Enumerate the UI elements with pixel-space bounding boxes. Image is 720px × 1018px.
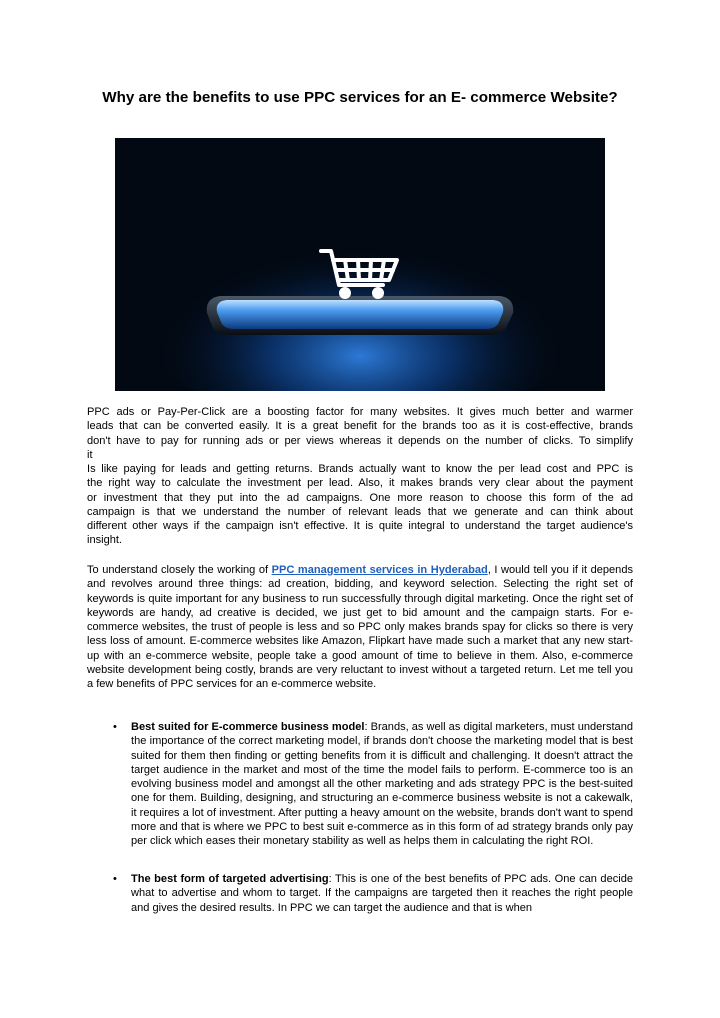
explanation-text-rest: , I would tell you if it depends and revolves around three things: ad creation, bidding, and keyword selection. Selecting the right set of keywords is quite important for any business to run successfully through digital marketing. Once the right set of keywords are handy, ad creative is decided, we just get to bid amount and the campaign starts. For e-commerce websites, the trust of people is less and so PPC only makes brands spay for clicks so there is very less loss of amount. E-commerce websites like Amazon, Flipkart have made such a market that any new start-up with an e-commerce website, people take a good amount of time to believe in them. Also, e-commerce website development being costly, brands are very reluctant to invest without a targeted return. Let me tell you a few benefits of PPC services for an e-commerce website. bbox=[87, 564, 633, 690]
benefit-heading: The best form of targeted advertising bbox=[131, 873, 329, 885]
intro-line: the right way to calculate the investment per lead. Also, it makes brands very clear about the payment bbox=[87, 477, 633, 490]
benefit-heading: Best suited for E-commerce business model bbox=[131, 721, 365, 733]
benefit-body: : This is one of the best benefits of PPC ads. One can decide what to advertise and whom to target. If the campaigns are targeted then it reaches the right people and gives the desired results. In PPC we can target the audience and that is when bbox=[131, 873, 633, 914]
benefit-text bbox=[131, 720, 633, 848]
ppc-services-link[interactable]: PPC management services in Hyderabad bbox=[271, 564, 488, 576]
intro-line: or investment that they put into the ad campaigns. One more reason to choose this form of the ad bbox=[87, 491, 633, 504]
intro-line: it bbox=[87, 448, 93, 461]
intro-paragraph bbox=[87, 405, 633, 548]
explanation-text-start: To understand closely the working of bbox=[87, 564, 272, 576]
benefit-text bbox=[131, 872, 633, 915]
bullet-icon: • bbox=[113, 873, 117, 885]
intro-line: insight. bbox=[87, 534, 123, 547]
bullet-icon: • bbox=[113, 721, 117, 733]
hero-image bbox=[115, 138, 605, 391]
page-title: Why are the benefits to use PPC services for an E- commerce Website? bbox=[102, 89, 618, 106]
intro-line: Is like paying for leads and getting returns. Brands actually want to know the per lead cost and PPC is bbox=[87, 463, 633, 475]
intro-line: don't have to pay for running ads or per views whereas it depends on the number of clicks. To simplify bbox=[87, 434, 633, 447]
intro-line: different other ways if the campaign isn't effective. It is quite integral to understand the target audience's bbox=[87, 520, 633, 532]
benefit-body: : Brands, as well as digital marketers, must understand the importance of the correct marketing model, if brands don't choose the marketing model that is best suited for them then finding or getting benefits from it is difficult and challenging. It doesn't attract the target audience in the market and most of the time the model fails to perform. E-commerce too is an evolving business model and amongst all the other marketing and ads strategy PPC is the best-suited one for them. Building, designing, and structuring an e-commerce business website is not a cakewalk, it requires a lot of investment. After putting a heavy amount on the website, brands don't want to spend more and that is where we PPC to best suit e-commerce as in this form of ad strategy brands only pay per click which eases their monetary stability as well as helps them in calculating the right ROI. bbox=[131, 721, 633, 847]
intro-line: leads that can be converted easily. It is a great benefit for the brands too as it is cost-effective, brands bbox=[87, 420, 633, 433]
shopping-cart-phone-illustration bbox=[115, 138, 605, 391]
explanation-paragraph bbox=[87, 563, 633, 691]
intro-line: PPC ads or Pay-Per-Click are a boosting factor for many websites. It gives much better and warmer bbox=[87, 406, 633, 418]
intro-line: campaign is that we understand the number of relevant leads that we generate and can think about bbox=[87, 505, 633, 518]
